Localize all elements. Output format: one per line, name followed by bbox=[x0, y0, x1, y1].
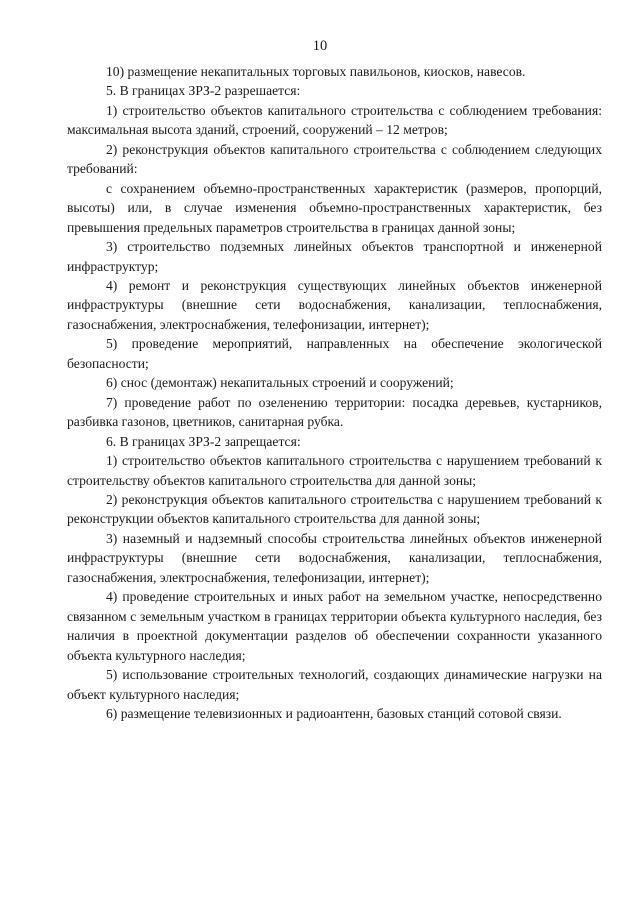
list-item: 5) проведение мероприятий, направленных на обеспечение экологической безопасности; bbox=[67, 336, 602, 371]
list-item: 6) размещение телевизионных и радиоантенн, базовых станций сотовой связи. bbox=[106, 705, 562, 721]
section-heading: 6. В границах ЗРЗ-2 запрещается: bbox=[106, 433, 301, 449]
list-item: 2) реконструкция объектов капитального строительства с соблюдением следующих требований: bbox=[67, 141, 602, 177]
list-item: 4) ремонт и реконструкция существующих линейных объектов инженерной инфраструктуры (внешние сети водоснабжения, канализации, теплоснабжения, газоснабжения, электроснабжения, телефонизации, интернет); bbox=[67, 277, 602, 332]
list-item: 7) проведение работ по озеленению территории: посадка деревьев, кустарников, разбивка газонов, цветников, санитарная рубка. bbox=[67, 394, 602, 430]
list-item: 5) использование строительных технологий, создающих динамические нагрузки на объект культурного наследия; bbox=[67, 667, 602, 702]
list-item: 4) проведение строительных и иных работ на земельном участке, непосредственно связанном с земельным участком в границах территории объекта культурного наследия, без наличия в проектной документации разделов об обеспечении сохранности указанного объекта культурного наследия; bbox=[67, 589, 602, 663]
list-item: 3) строительство подземных линейных объектов транспортной и инженерной инфраструктур; bbox=[67, 239, 602, 274]
page-number: 10 bbox=[312, 38, 328, 54]
list-item: 1) строительство объектов капитального строительства с нарушением требований к строительству объектов капитального строительства для данной зоны; bbox=[67, 453, 602, 488]
paragraph: с сохранением объемно-пространственных характеристик (размеров, пропорций, высоты) или, в случае изменения объемно-пространственных характеристик, без превышения предельных параметров строительства в границах данной зоны; bbox=[67, 180, 602, 235]
document-body bbox=[67, 62, 602, 723]
list-item: 6) снос (демонтаж) некапитальных строений и сооружений; bbox=[106, 375, 454, 391]
paragraph: 10) размещение некапитальных торговых павильонов, киосков, навесов. bbox=[106, 64, 526, 79]
list-item: 2) реконструкция объектов капитального строительства с нарушением требований к реконструкции объектов капитального строительства для данной зоны; bbox=[67, 491, 602, 527]
section-heading: 5. В границах ЗРЗ-2 разрешается: bbox=[106, 83, 301, 99]
list-item: 3) наземный и надземный способы строительства линейных объектов инженерной инфраструктуры (внешние сети водоснабжения, канализации, теплоснабжения, газоснабжения, электроснабжения, телефонизации, интернет); bbox=[67, 530, 602, 585]
list-item: 1) строительство объектов капитального строительства с соблюдением требования: максимальная высота зданий, строений, сооружений – 12 метров; bbox=[67, 102, 602, 138]
